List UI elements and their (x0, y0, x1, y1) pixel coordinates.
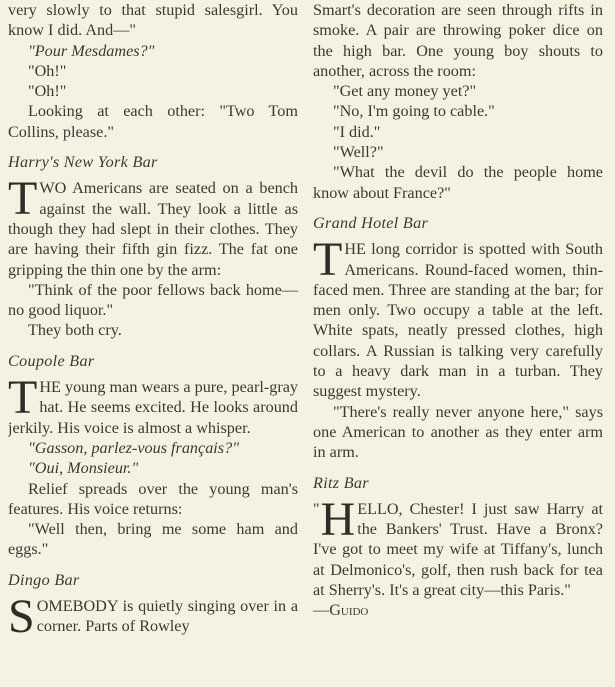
section-paragraph: HE young man wears a pure, pearl-gray hat. He seems excited. He looks around jerkily. His voice is almost a whisper. (8, 378, 298, 437)
drop-cap: S (8, 596, 35, 637)
dialogue-line: "I did." (333, 122, 381, 141)
open-quote: " (313, 500, 320, 518)
dialogue-line: "Well?" (333, 143, 384, 162)
section-heading-dingo: Dingo Bar (8, 570, 80, 589)
dialogue-line: "Oh!" (28, 61, 67, 80)
dialogue-line: Relief spreads over the young man's features. His voice returns: (8, 479, 298, 518)
dialogue-line: "Pour Mesdames?" (28, 41, 155, 60)
section-coupole (8, 377, 298, 438)
left-column (8, 0, 298, 637)
dialogue-line: "Oh!" (28, 82, 67, 101)
drop-cap: T (8, 178, 38, 226)
section-ritz (313, 499, 603, 600)
section-paragraph: WO Americans are seated on a bench against the wall. They look a little as though they had slept in their clothes. They are having their fifth gin fizz. The fat one gripping the thin one by the arm: (8, 179, 298, 279)
section-grand-hotel (313, 239, 603, 401)
dialogue-line: "Oui, Monsieur." (28, 459, 139, 478)
section-heading-coupole: Coupole Bar (8, 351, 95, 370)
dialogue-line: "Think of the poor fellows back home—no good liquor." (8, 280, 298, 320)
drop-cap: H (320, 498, 356, 546)
dialogue-line: "There's really never anyone here," says one American to another as they enter arm in arm. (313, 402, 603, 462)
dialogue-line: "Get any money yet?" (333, 82, 477, 101)
dialogue-line: "What the devil do the people home know about France?" (313, 163, 603, 202)
section-paragraph: HE long corridor is spotted with South Americans. Round-faced women, thin-faced men. Three are standing at the bar; for men only. Two occupy a table at the left. White spats, neatly pressed clothes, high collars. A Russian is talking very carefully to a heavy dark man in a turban. They suggest mystery. (313, 240, 603, 401)
drop-cap: T (8, 377, 38, 425)
dialogue-line: "No, I'm going to cable." (333, 102, 495, 121)
section-heading-harrys: Harry's New York Bar (8, 153, 158, 172)
section-paragraph: OMEBODY is quietly singing over in a corner. Parts of Rowley (36, 597, 298, 636)
dialogue-line: "Well then, bring me some ham and eggs." (8, 520, 298, 559)
intro-text: very slowly to that stupid salesgirl. You know I did. And—" (8, 1, 298, 40)
section-heading-ritz: Ritz Bar (313, 473, 369, 492)
section-harrys (8, 178, 298, 279)
right-column (313, 0, 603, 621)
dialogue-line: They both cry. (28, 321, 122, 340)
section-paragraph: ELLO, Chester! I just saw Harry at the Bankers' Trust. Have a Bronx? I've got to meet my wife at Tiffany's, lunch at Delmonico's, golf, then rush back for tea at Sherry's. It's a great city—this Paris." (313, 499, 603, 600)
section-heading-grand-hotel: Grand Hotel Bar (313, 213, 429, 232)
drop-cap: T (313, 239, 343, 287)
author-signature: —Guido (313, 601, 369, 620)
dialogue-line: Looking at each other: "Two Tom Collins, please." (8, 102, 298, 141)
dialogue-line: "Gasson, parlez-vous français?" (28, 438, 239, 457)
section-paragraph: Smart's decoration are seen through rifts in smoke. A pair are throwing poker dice on the high bar. One young boy shouts to another, across the room: (313, 1, 603, 80)
section-dingo (8, 596, 298, 637)
